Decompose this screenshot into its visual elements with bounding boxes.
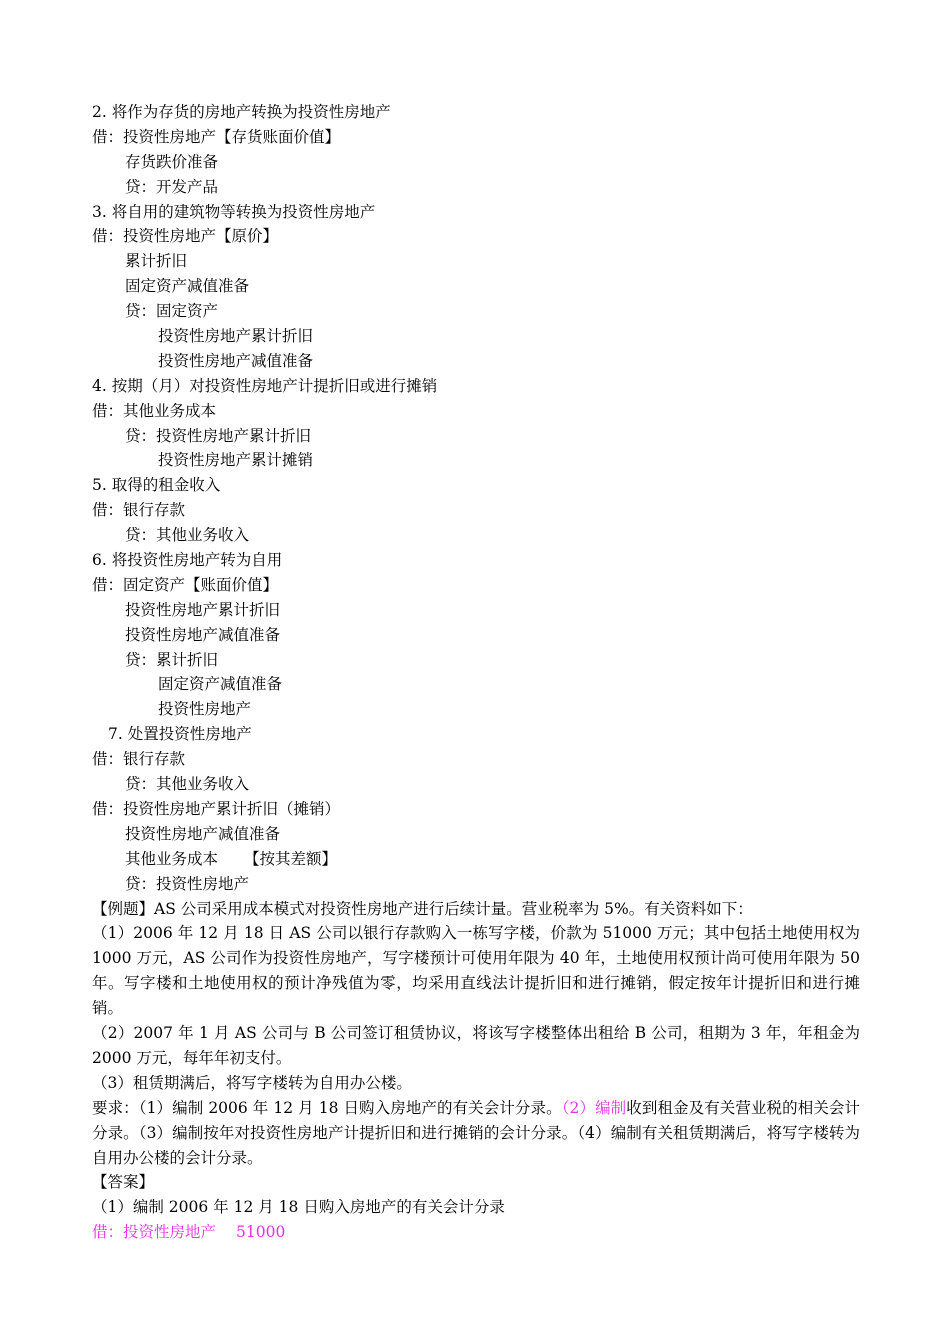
entry-account: 其他业务成本 — [125, 849, 219, 868]
entry-line: 借：银行存款 — [92, 750, 186, 769]
entry-line: 累计折旧 — [125, 252, 188, 271]
entry-line: 借：投资性房地产累计折旧（摊销） — [92, 799, 341, 818]
entry-line: 固定资产减值准备 — [125, 277, 250, 296]
answer-label: 【答案】 — [92, 1173, 155, 1192]
answer-entry-account: 借：投资性房地产 — [92, 1223, 217, 1242]
entry-line: 借：固定资产【账面价值】 — [92, 575, 279, 594]
entry-line: 贷：其他业务收入 — [125, 775, 250, 794]
answer-1: （1）编制 2006 年 12 月 18 日购入房地产的有关会计分录 — [92, 1198, 505, 1217]
entry-line: 投资性房地产减值准备 — [125, 625, 281, 644]
entry-line: 贷：固定资产 — [125, 302, 219, 321]
entry-line: 借：投资性房地产【存货账面价值】 — [92, 127, 341, 146]
heading-item-4: 4. 按期（月）对投资性房地产计提折旧或进行摊销 — [92, 376, 438, 395]
heading-item-7: 7. 处置投资性房地产 — [108, 725, 252, 744]
entry-line: 投资性房地产累计折旧 — [125, 600, 281, 619]
entry-line: 投资性房地产 — [158, 700, 252, 719]
example-paragraph-3: （3）租赁期满后，将写字楼转为自用办公楼。 — [92, 1073, 412, 1092]
requirement-2-highlight: （2）编制 — [561, 1098, 627, 1117]
entry-line: 固定资产减值准备 — [158, 675, 283, 694]
example-intro: 【例题】AS 公司采用成本模式对投资性房地产进行后续计量。营业税率为 5%。有关资料如下： — [92, 899, 753, 918]
answer-entry-amount: 51000 — [236, 1223, 286, 1242]
entry-line: 贷：投资性房地产累计折旧 — [125, 426, 312, 445]
requirement-rest: 收到租金及有关营业税的相关会计分录。（3）编制按年对投资性房地产计提折旧和进行摊销的会计分录。（4）编制有关租赁期满后，将写字楼转为自用办公楼的会计分录。 — [92, 1098, 860, 1167]
entry-line: 投资性房地产累计摊销 — [158, 451, 314, 470]
requirement-1: 要求：（1）编制 2006 年 12 月 18 日购入房地产的有关会计分录。 — [92, 1098, 562, 1117]
entry-line: 借：其他业务成本 — [92, 401, 217, 420]
entry-line: 贷：其他业务收入 — [125, 526, 250, 545]
entry-line: 投资性房地产累计折旧 — [158, 327, 314, 346]
entry-line: 投资性房地产减值准备 — [158, 351, 314, 370]
entry-line — [92, 847, 950, 872]
entry-line: 贷：累计折旧 — [125, 650, 219, 669]
entry-line: 借：银行存款 — [92, 501, 186, 520]
answer-entry — [92, 1220, 950, 1245]
entry-line: 借：投资性房地产【原价】 — [92, 227, 279, 246]
heading-item-5: 5. 取得的租金收入 — [92, 476, 221, 495]
example-paragraph-1: （1）2006 年 12 月 18 日 AS 公司以银行存款购入一栋写字楼，价款为 51000 万元；其中包括土地使用权为 1000 万元，AS 公司作为投资性房地产，写字楼预计可使用年限为 40 年，土地使用权预计尚可使用年限为 50 年。写字楼和土地使用权的预计净残值为零，均采用直线法计提折旧和进行摊销，假定按年计提折旧和进行摊销。 — [92, 924, 860, 1018]
requirements-paragraph — [92, 1096, 860, 1171]
example-paragraph-2: （2）2007 年 1 月 AS 公司与 B 公司签订租赁协议，将该写字楼整体出租给 B 公司，租期为 3 年，年租金为 2000 万元，每年年初支付。 — [92, 1024, 860, 1067]
entry-note: 【按其差额】 — [244, 849, 338, 868]
entry-line: 存货跌价准备 — [125, 152, 219, 171]
heading-item-3: 3. 将自用的建筑物等转换为投资性房地产 — [92, 202, 376, 221]
entry-line: 投资性房地产减值准备 — [125, 824, 281, 843]
heading-item-2: 2. 将作为存货的房地产转换为投资性房地产 — [92, 103, 391, 121]
heading-item-6: 6. 将投资性房地产转为自用 — [92, 551, 283, 570]
entry-line: 贷：开发产品 — [125, 177, 219, 196]
entry-line: 贷：投资性房地产 — [125, 874, 250, 893]
